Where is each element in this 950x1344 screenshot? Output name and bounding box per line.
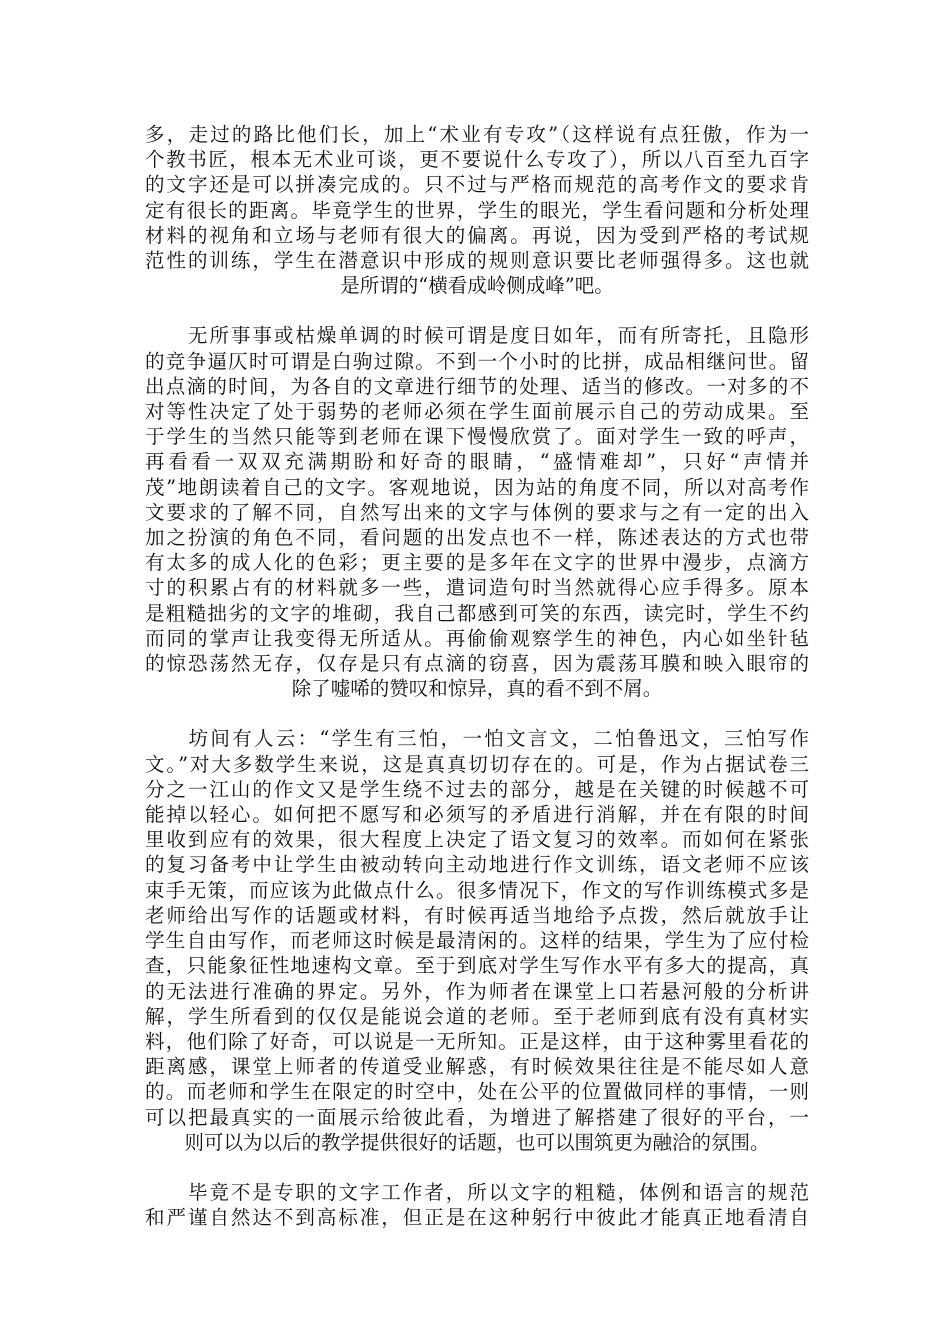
text-line: 和严谨自然达不到高标准，但正是在这种躬行中彼此才能真正地看清自 (145, 1206, 809, 1230)
text-line: 距离感，课堂上师者的传道受业解惑，有时候效果往往是不能尽如人意 (145, 1055, 809, 1079)
text-line: 除了嘘唏的赞叹和惊异，真的看不到不屑。 (291, 677, 663, 701)
document-page (145, 122, 809, 1230)
text-line: 材料的视角和立场与老师有很大的偏离。再说，因为受到严格的考试规 (145, 223, 809, 247)
text-line: 有太多的成人化的色彩；更主要的是多年在文字的世界中漫步，点滴方 (145, 551, 809, 575)
text-line: 解，学生所看到的仅仅是能说会道的老师。至于老师到底有没有真材实 (145, 1004, 809, 1028)
text-line: 对等性决定了处于弱势的老师必须在学生面前展示自己的劳动成果。至 (145, 400, 809, 424)
paragraph-3 (145, 726, 809, 1154)
text-line: 分之一江山的作文又是学生绕不过去的部分，越是在关键的时候越不可 (145, 777, 809, 801)
text-line: 加之扮演的角色不同，看问题的出发点也不一样，陈述表达的方式也带 (145, 526, 809, 550)
text-line: 范性的训练，学生在潜意识中形成的规则意识要比老师强得多。这也就 (145, 249, 809, 273)
text-line: 料，他们除了好奇，可以说是一无所知。正是这样，由于这种雾里看花的 (145, 1029, 809, 1053)
text-line: 学生自由写作，而老师这时候是最清闲的。这样的结果，学生为了应付检 (145, 929, 809, 953)
text-line: 个教书匠，根本无术业可谈，更不要说什么专攻了），所以八百至九百字 (145, 148, 809, 172)
text-line: 而同的掌声让我变得无所适从。再偷偷观察学生的神色，内心如坐针毡 (145, 626, 809, 650)
text-line: 的竞争逼仄时可谓是白驹过隙。不到一个小时的比拼，成品相继问世。留 (145, 349, 809, 373)
text-line: 文要求的了解不同，自然写出来的文字与体例的要求与之有一定的出入 (145, 500, 809, 524)
text-line: 于学生的当然只能等到老师在课下慢慢欣赏了。面对学生一致的呼声， (145, 425, 809, 449)
text-line: 毕竟不是专职的文字工作者，所以文字的粗糙，体例和语言的规范 (145, 1180, 809, 1204)
paragraph-4 (145, 1180, 809, 1230)
text-line: 是粗糙拙劣的文字的堆砌，我自己都感到可笑的东西，读完时，学生不约 (145, 601, 809, 625)
paragraph-2 (145, 323, 809, 701)
text-line: 是所谓的“横看成岭侧成峰”吧。 (340, 274, 614, 298)
text-line: 则可以为以后的教学提供很好的话题，也可以围筑更为融洽的氛围。 (184, 1130, 770, 1154)
text-line: 定有很长的距离。毕竟学生的世界，学生的眼光，学生看问题和分析处理 (145, 198, 809, 222)
paragraph-1 (145, 122, 809, 298)
paragraph-gap (145, 1155, 809, 1180)
text-line: 里收到应有的效果，很大程度上决定了语文复习的效率。而如何在紧张 (145, 828, 809, 852)
text-line: 束手无策，而应该为此做点什么。很多情况下，作文的写作训练模式多是 (145, 878, 809, 902)
text-line: 的。而老师和学生在限定的时空中，处在公平的位置做同样的事情，一则 (145, 1080, 809, 1104)
text-line: 的复习备考中让学生由被动转向主动地进行作文训练，语文老师不应该 (145, 853, 809, 877)
paragraph-gap (145, 701, 809, 726)
text-line: 茂”地朗读着自己的文字。客观地说，因为站的角度不同，所以对高考作 (145, 475, 809, 499)
text-line: 文。”对大多数学生来说，这是真真切切存在的。可是，作为占据试卷三 (145, 752, 809, 776)
text-line: 寸的积累占有的材料就多一些，遣词造句时当然就得心应手得多。原本 (145, 576, 809, 600)
text-line: 多，走过的路比他们长，加上“术业有专攻”（这样说有点狂傲，作为一 (145, 123, 809, 146)
text-line: 可以把最真实的一面展示给彼此看，为增进了解搭建了很好的平台，一 (145, 1105, 809, 1129)
text-line: 能掉以轻心。如何把不愿写和必须写的矛盾进行消解，并在有限的时间 (145, 803, 809, 827)
text-line: 老师给出写作的话题或材料，有时候再适当地给予点拨，然后就放手让 (145, 903, 809, 927)
text-line: 再看看一双双充满期盼和好奇的眼睛，“盛情难却”，只好“声情并 (145, 450, 809, 474)
text-line: 的惊恐荡然无存，仅存是只有点滴的窃喜，因为震荡耳膜和映入眼帘的 (145, 652, 809, 676)
text-line: 无所事事或枯燥单调的时候可谓是度日如年，而有所寄托，且隐形 (145, 324, 809, 348)
paragraph-gap (145, 298, 809, 323)
text-line: 的无法进行准确的界定。另外，作为师者在课堂上口若悬河般的分析讲 (145, 979, 809, 1003)
text-line: 坊间有人云：“学生有三怕，一怕文言文，二怕鲁迅文，三怕写作 (145, 727, 809, 751)
text-line: 出点滴的时间，为各自的文章进行细节的处理、适当的修改。一对多的不 (145, 374, 809, 398)
text-line: 的文字还是可以拼凑完成的。只不过与严格而规范的高考作文的要求肯 (145, 173, 809, 197)
text-line: 查，只能象征性地速构文章。至于到底对学生写作水平有多大的提高，真 (145, 954, 809, 978)
